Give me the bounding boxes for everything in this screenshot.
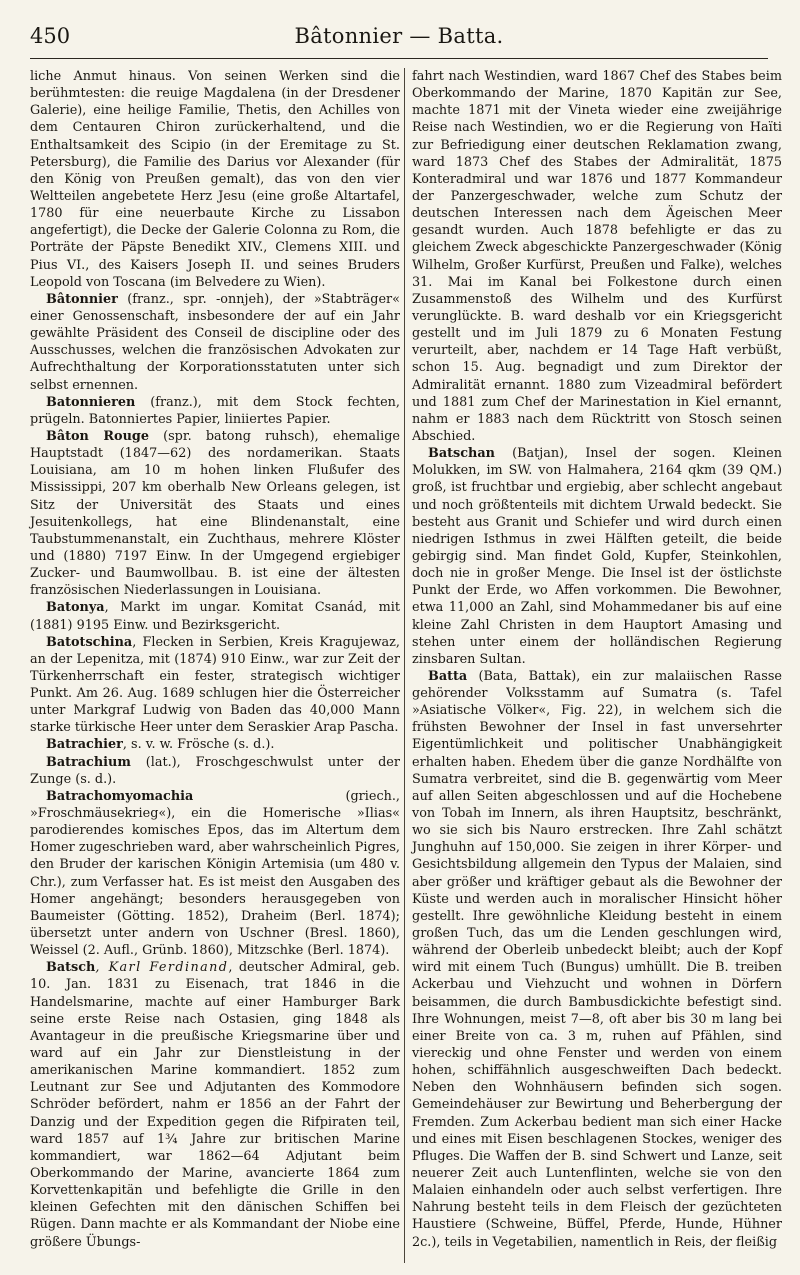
entry-person-name: , Karl Ferdinand [95,960,229,976]
page-header [30,18,768,59]
dictionary-entry [30,754,400,788]
entry-headword: Batrachium [46,754,131,770]
entry-headword: Batta [428,668,468,684]
entry-headword: Batonya [46,600,105,616]
dictionary-entry [412,445,782,668]
entry-body: fahrt nach Westindien, ward 1867 Chef des Stabes beim Oberkommando der Marine, 1870 Kapitän zur See, machte 1871 mit der Vineta wieder eine zweijährige Reise nach Westindien, wo er die Regierung von Haïti zur Befriedigung einer deutschen Reklamation zwang, ward 1873 Chef des Stabes der Admiralität, 1875 Konteradmiral und war 1876 und 1877 Kommandeur der Panzergeschwader, welche zum Schutz der deutschen Interessen nach dem Ägeischen Meer gesandt wurden. Auch 1878 befehligte er das zu gleichem Zweck abgeschickte Panzergeschwader (König Wilhelm, Großer Kurfürst, Preußen und Falke), welches 31. Mai im Kanal bei Folkestone durch einen Zusammenstoß des Wilhelm und des Kurfürst verunglückte. B. ward deshalb vor ein Kriegsgericht gestellt und im Juli 1879 zu 6 Monaten Festung verurteilt, aber, nachdem er 14 Tage Haft verbüßt, schon 15. Aug. begnadigt und zum Direktor der Admiralität ernannt. 1880 zum Vizeadmiral befördert und 1881 zum Chef der Marinestation in Kiel ernannt, nahm er 1883 nach dem Rücktritt von Stosch seinen Abschied. [412,69,782,444]
entry-headword: Batschan [428,446,495,462]
dictionary-entry [30,959,400,1250]
dictionary-entry [30,394,400,428]
entry-body: (Bata, Battak), ein zur malaiischen Rasse gehörender Volksstamm auf Sumatra (s. Tafel »Asiatische Völker«, Fig. 22), in welchem sich die frühsten Bewohner der Insel in fast unversehrter Eigentümlichkeit und politischer Unabhängigkeit erhalten haben. Ehedem über die ganze Nordhälfte von Sumatra verbreitet, sind die B. gegenwärtig vom Meer auf allen Seiten abgeschlossen und auf die Hochebene von Tobah im Innern, als ihren Hauptsitz, beschränkt, wo sie sich bis Nauro erstrecken. Ihre Zahl schätzt Junghuhn auf 150,000. Sie zeigen in ihrer Körper- und Gesichtsbildung allgemein den Typus der Malaien, sind aber größer und kräftiger gebaut als die Bewohner der Küste und werden auch in moralischer Hinsicht höher gestellt. Ihre gewöhnliche Kleidung besteht in einem großen Tuch, das um die Lenden geschlungen wird, während der Oberleib unbedeckt bleibt; auch der Kopf wird mit einem Tuch (Bungus) umhüllt. Die B. treiben Ackerbau und Viehzucht und wohnen in Dörfern beisammen, die durch Bambusdickichte befestigt sind. Ihre Wohnungen, meist 7—8, oft aber bis 30 m lang bei einer Breite von ca. 3 m, ruhen auf Pfählen, sind viereckig und ohne Fenster und werden von einem hohen, schiffähnlich ausgeschweiften Dach bedeckt. Neben den Wohnhäusern befinden sich sogen. Gemeindehäuser zur Bewirtung und Beherbergung der Fremden. Zum Ackerbau bedient man sich einer Hacke und eines mit Eisen beschlagenen Stockes, weniger des Pfluges. Die Waffen der B. sind Schwert und Lanze, seit neuerer Zeit auch Luntenflinten, welche sie von den Malaien einhandeln oder auch selbst verfertigen. Ihre Nahrung besteht teils in dem Fleisch der gezüchteten Haustiere (Schweine, Büffel, Pferde, Hunde, Hühner 2c.), teils in Vegetabilien, namentlich in Reis, der fleißig [412,668,782,1250]
entry-body: , deutscher Admiral, geb. 10. Jan. 1831 zu Eisenach, trat 1846 in die Handelsmarine, machte auf einer Hamburger Bark seine erste Reise nach Ostasien, ging 1848 als Avantageur in die preußische Kriegsmarine über und ward auf ein Jahr zur Dienstleistung in der amerikanischen Marine kommandiert. 1852 zum Leutnant zur See und Adjutanten des Kommodore Schröder befördert, nahm er 1856 an der Fahrt der Danzig und der Expedition gegen die Rifpiraten teil, ward 1857 auf 1¾ Jahre zur britischen Marine kommandiert, war 1862—64 Adjutant beim Oberkommando der Marine, avancierte 1864 zum Korvettenkapitän und befehligte die Grille in den kleinen Gefechten mit den dänischen Schiffen bei Rügen. Dann machte er als Kommandant der Niobe eine größere Übungs- [30,960,400,1250]
dictionary-entry [30,599,400,633]
left-column [30,68,400,1251]
entry-body: (spr. batong ruhsch), ehemalige Hauptstadt (1847—62) des nordamerikan. Staats Louisiana, am 10 m hohen linken Flußufer des Mississippi, 207 km oberhalb New Orleans gelegen, ist Sitz der Universität des Staats und eines Jesuitenkollegs, hat eine Blindenanstalt, eine Taubstummenanstalt, ein Zuchthaus, mehrere Klöster und (1880) 7197 Einw. In der Umgegend ergiebiger Zucker- und Baumwollbau. B. ist eine der ältesten französischen Niederlassungen in Louisiana. [30,428,400,599]
entry-headword: Batonnieren [46,394,136,410]
dictionary-entry [30,788,400,959]
column-divider [404,68,405,1263]
entry-headword: Bâtonnier [46,291,118,307]
dictionary-entry [30,291,400,394]
continued-text [412,68,782,445]
entry-body: (franz., spr. -onnjeh), der »Stabträger« einer Genossenschaft, insbesondere der auf ein Jahr gewählte Präsident des Conseil de discipline oder des Ausschusses, welchen die französischen Advokaten zur Aufrechthaltung der Korporationsstatuten unter sich selbst ernennen. [30,291,400,393]
entry-headword: Batsch [46,960,96,976]
entry-headword: Batrachier [46,737,123,753]
entry-body: liche Anmut hinaus. Von seinen Werken sind die berühmtesten: die reuige Magdalena (in der Dresdener Galerie), eine heilige Familie, Thetis, den Achilles von dem Centauren Chiron zurückerhaltend, und die Enthaltsamkeit des Scipio (in der Eremitage zu St. Petersburg), die Familie des Darius vor Alexander (für den König von Preußen gemalt), das von den vier Weltteilen angebetete Herz Jesu (eine große Altartafel, 1780 für eine neuerbaute Kirche zu Lissabon angefertigt), die Decke der Galerie Colonna zu Rom, die Porträte der Päpste Benedikt XIV., Clemens XIII. und Pius VI., des Kaisers Joseph II. und seines Bruders Leopold von Toscana (im Belvedere zu Wien). [30,69,400,290]
entry-body: (franz.), mit dem Stock fechten, prügeln. Batonniertes Papier, liniiertes Papier. [30,394,400,427]
entry-headword: Batrachomyomachia [46,788,194,804]
continued-text [30,68,400,291]
entry-body: (Batjan), Insel der sogen. Kleinen Molukken, im SW. von Halmahera, 2164 qkm (39 QM.) groß, ist fruchtbar und ergiebig, aber schlecht angebaut und noch größtenteils mit dichtem Urwald bedeckt. Sie besteht aus Granit und Schiefer und wird durch einen niedrigen Isthmus in zwei Hälften geteilt, die beide gebirgig sind. Man findet Gold, Kupfer, Steinkohlen, doch nie in großer Menge. Die Insel ist der östlichste Punkt der Erde, wo Affen vorkommen. Die Bewohner, etwa 11,000 an Zahl, sind Mohammedaner bis auf eine kleine Zahl Christen in dem Hauptort Amasing und stehen unter einem der holländischen Regierung zinsbaren Sultan. [412,446,782,667]
entry-headword: Batotschina [46,634,133,650]
right-column [412,68,782,1251]
entry-body: , s. v. w. Frösche (s. d.). [122,737,275,753]
entry-body: (lat.), Froschgeschwulst unter der Zunge (s. d.). [30,754,400,787]
entry-body: (griech., »Froschmäusekrieg«), ein die Homerische »Ilias« parodierendes komisches Epos, das im Altertum dem Homer zugeschrieben ward, aber wahrscheinlich Pigres, den Bruder der karischen Königin Artemisia (um 480 v. Chr.), zum Verfasser hat. Es ist meist den Ausgaben des Homer angehängt; besonders herausgegeben von Baumeister (Götting. 1852), Draheim (Berl. 1874); übersetzt unter andern von Uschner (Bresl. 1860), Weissel (2. Aufl., Grünb. 1860), Mitzschke (Berl. 1874). [30,788,400,959]
dictionary-entry [30,736,400,753]
entry-headword: Bâton Rouge [46,428,149,444]
running-title: Bâtonnier — Batta. [294,24,504,48]
entry-body: , Markt im ungar. Komitat Csanád, mit (1881) 9195 Einw. und Bezirksgericht. [30,600,400,633]
page-number: 450 [30,24,71,48]
entry-body: , Flecken in Serbien, Kreis Kragujewaz, an der Lepenitza, mit (1874) 910 Einw., war zur Zeit der Türkenherrschaft ein fester, strategisch wichtiger Punkt. Am 26. Aug. 1689 schlugen hier die Österreicher unter Markgraf Ludwig von Baden das 40,000 Mann starke türkische Heer unter dem Seraskier Arap Pascha. [30,634,400,736]
dictionary-entry [30,428,400,599]
dictionary-entry [30,634,400,737]
dictionary-entry [412,668,782,1251]
